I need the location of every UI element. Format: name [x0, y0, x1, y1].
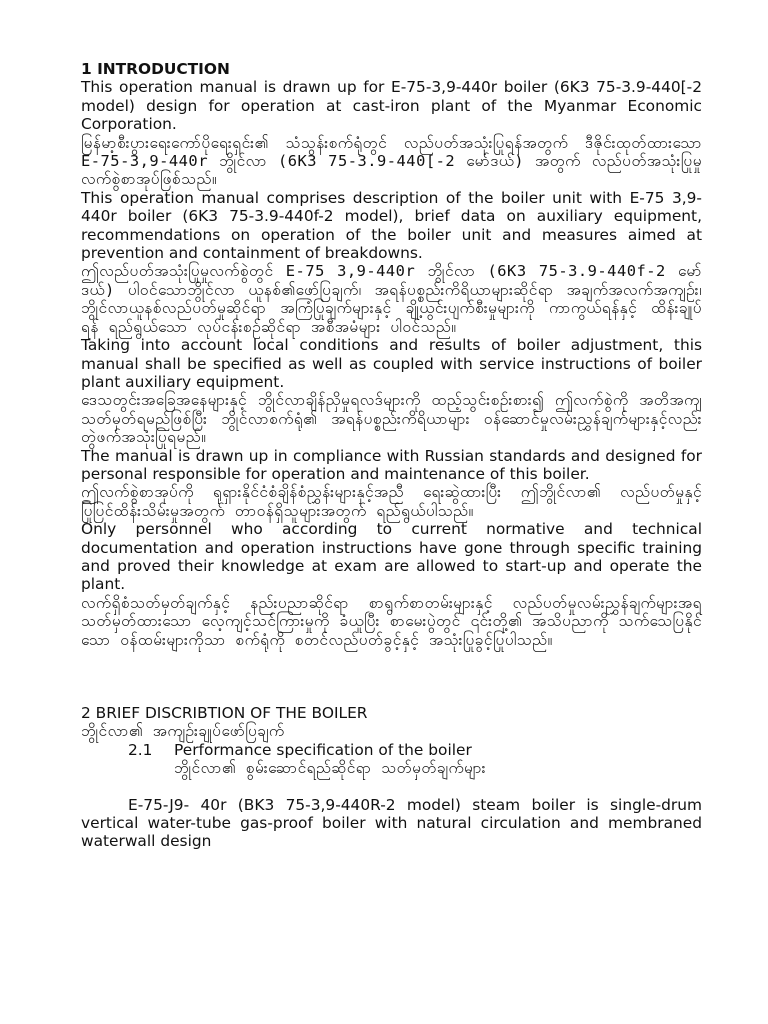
subsection-number: 2.1 [128, 740, 153, 759]
section-2-heading-mm: ဘွိုင်လာ၏ အကျဉ်းချုပ်ဖော်ပြချက် [81, 722, 285, 741]
intro-paragraph-mm-1: မြန်မာ့စီးပွားရေးကော်ပိုရေးရှင်း၏ သံသွန်းစက်ရုံတွင် လည်ပတ်အသုံးပြုရန်အတွက် ဒီဇိုင်းထုတ်ထားသော E-75-3,9-440r ဘွိုင်လာ (6K3 75-3.9-440[-2 မော်ဒယ်) အတွက် လည်ပတ်အသုံးပြုမှုလက်စွဲစာအုပ်ဖြစ်သည်။ [81, 133, 702, 189]
subsection-title: Performance specification of the boiler [174, 740, 472, 759]
intro-paragraph-en-1: This operation manual is drawn up for E-75-3,9-440r boiler (6K3 75-3.9-440[-2 model) design for operation at cast-iron plant of the Myanmar Economic Corporation. [81, 78, 702, 134]
intro-paragraph-mm-2: ဤလည်ပတ်အသုံးပြုမှုလက်စွဲတွင် E-75 3,9-440r ဘွိုင်လာ (6K3 75-3.9-440f-2 မော်ဒယ်) ပါဝင်သောဘွိုင်လာ ယူနစ်၏ဖော်ပြချက်၊ အရန်ပစ္စည်းကိရိယာများဆိုင်ရာ အချက်အလက်အကျဉ်း၊ ဘွိုင်လာယူနစ်လည်ပတ်မှုဆိုင်ရာ အကြံပြုချက်များနှင့် ချို့ယွင်းပျက်စီးမှုများကို ကာကွယ်ရန်နှင့် ထိန်းချုပ်ရန် ရည်ရွယ်သော လုပ်ငန်းစဉ်ဆိုင်ရာ အစီအမံများ ပါဝင်သည်။ [81, 262, 702, 336]
paragraph-spacer [81, 778, 702, 796]
intro-paragraph-mm-5: လက်ရှိစံသတ်မှတ်ချက်နှင့် နည်းပညာဆိုင်ရာ စာရွက်စာတမ်းများနှင့် လည်ပတ်မှုလမ်းညွှန်ချက်များအရ သတ်မှတ်ထားသော လေ့ကျင့်သင်ကြားမှုကို ခံယူပြီး စာမေးပွဲတွင် ၎င်းတို့၏ အသိပညာကို သက်သေပြနိုင်သော ဝန်ထမ်းများကိုသာ စက်ရုံကို စတင်လည်ပတ်ခွင့်နှင့် အသုံးပြုခွင့်ပြုပါသည်။ [81, 593, 702, 649]
intro-paragraph-en-5: Only personnel who according to current normative and technical documentation and operation instructions have gone through specific training and proved their knowledge at exam are allowed to start-up and operate the plant. [81, 520, 702, 594]
subsection-title-mm: ဘွိုင်လာ၏ စွမ်းဆောင်ရည်ဆိုင်ရာ သတ်မှတ်ချက်များ [174, 759, 486, 778]
intro-paragraph-mm-4: ဤလက်စွဲစာအုပ်ကို ရုရှားနိုင်ငံစံချိန်စံညွှန်းများနှင့်အညီ ရေးဆွဲထားပြီး ဤဘွိုင်လာ၏ လည်ပတ်မှုနှင့် ပြုပြင်ထိန်းသိမ်းမှုအတွက် တာဝန်ရှိသူများအတွက် ရည်ရွယ်ပါသည်။ [81, 483, 702, 520]
intro-paragraph-en-4: The manual is drawn up in compliance with Russian standards and designed for personal responsible for operation and maintenance of this boiler. [81, 446, 702, 483]
boiler-description-paragraph: E-75-J9- 40r (BK3 75-3,9-440R-2 model) steam boiler is single-drum vertical water-tube gas-proof boiler with natural circulation and membraned waterwall design [81, 795, 702, 851]
subsection-2-1-heading [81, 741, 702, 759]
intro-paragraph-en-2: This operation manual comprises description of the boiler unit with E-75 3,9-440r boiler (6K3 75-3.9-440f-2 model), brief data on auxiliary equipment, recommendations on operation of the boiler unit and measures aimed at prevention and containment of breakdowns. [81, 188, 702, 263]
intro-paragraph-mm-3: ဒေသတွင်းအခြေအနေများနှင့် ဘွိုင်လာချိန်ညှိမှုရလဒ်များကို ထည့်သွင်းစဉ်းစား၍ ဤလက်စွဲကို အတိအကျသတ်မှတ်ရမည်ဖြစ်ပြီး ဘွိုင်လာစက်ရုံ၏ အရန်ပစ္စည်းကိရိယာများ ဝန်ဆောင်မှုလမ်းညွှန်ချက်များနှင့်လည်း တွဲဖက်အသုံးပြုရမည်။ [81, 391, 702, 447]
section-1-heading: 1 INTRODUCTION [81, 60, 230, 78]
section-2-heading: 2 BRIEF DISCRIBTION OF THE BOILER [81, 704, 368, 722]
document-page [81, 60, 702, 851]
section-spacer [81, 649, 702, 704]
intro-paragraph-en-3: Taking into account local conditions and results of boiler adjustment, this manual shall be specified as well as coupled with service instructions of boiler plant auxiliary equipment. [81, 336, 702, 391]
